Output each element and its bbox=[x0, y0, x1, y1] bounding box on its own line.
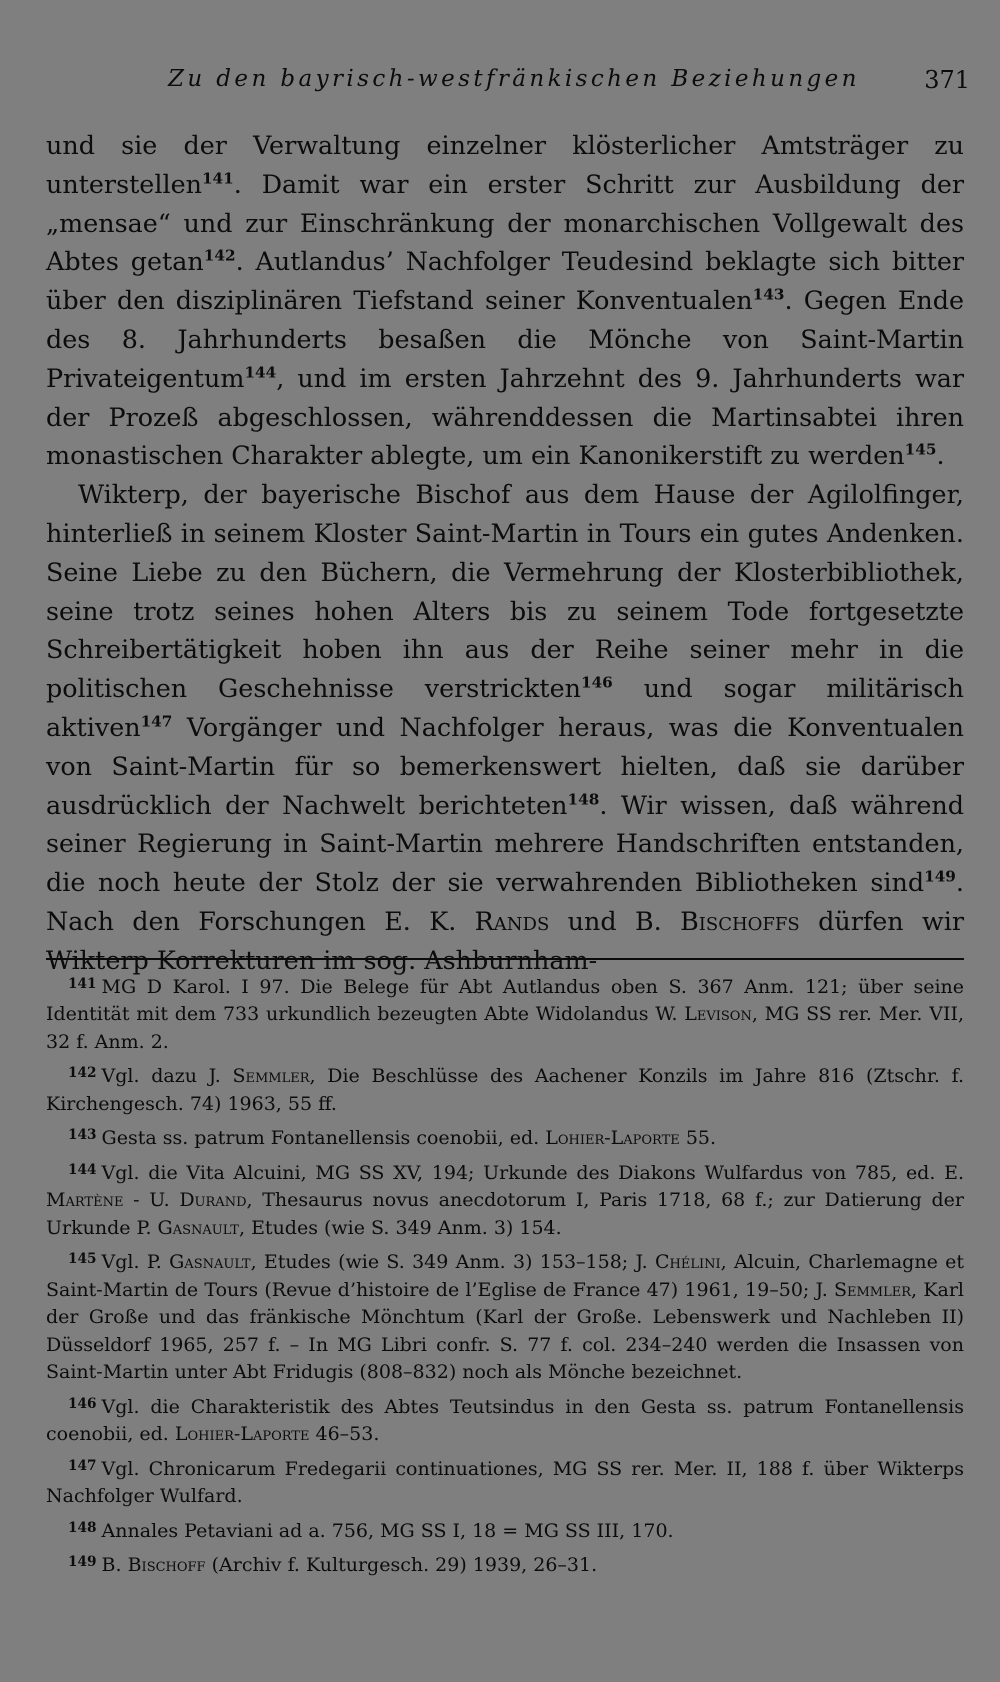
footnote-marker: 143 bbox=[752, 285, 785, 304]
footnotes bbox=[46, 971, 964, 1584]
footnote-number: 143 bbox=[68, 1127, 97, 1144]
author-name: Levison bbox=[684, 1003, 752, 1026]
footnote-separator bbox=[46, 958, 964, 960]
footnote-number: 141 bbox=[68, 976, 97, 992]
text-run: , Etudes (wie S. 349 Anm. 3) 154. bbox=[238, 1216, 562, 1239]
text-run: . Gegen Ende des 8. Jahrhunderts besaßen die Mönche von Saint-Martin Privateigentum bbox=[46, 285, 964, 393]
author-name: Gasnault bbox=[169, 1251, 251, 1274]
footnote-number: 146 bbox=[68, 1395, 97, 1412]
text-run: (Archiv f. Kulturgesch. 29) 1939, 26–31. bbox=[205, 1554, 598, 1577]
text-run: Vorgänger und Nachfolger heraus, was die Konventualen von Saint-Martin für so bemerkenswert hielten, daß sie darüber ausdrücklich der Nachwelt berichteten bbox=[46, 711, 964, 820]
text-run: Vgl. Chronicarum Fredegarii continuationes, MG SS rer. Mer. II, 188 f. über Wikterps Nachfolger Wulfard. bbox=[46, 1457, 964, 1508]
footnote bbox=[46, 1453, 964, 1511]
paragraph bbox=[46, 475, 964, 979]
text-run: und sie der Verwaltung einzelner klösterlicher Amtsträger zu unterstellen bbox=[46, 130, 964, 199]
author-name: Bischoff bbox=[127, 1554, 206, 1577]
footnote bbox=[46, 1157, 964, 1242]
footnote-number: 149 bbox=[68, 1554, 97, 1571]
text-run: 46–53. bbox=[309, 1423, 380, 1446]
footnote-number: 145 bbox=[68, 1251, 97, 1268]
text-run: B. bbox=[101, 1554, 128, 1577]
text-run: , Etudes (wie S. 349 Anm. 3) 153–158; J. bbox=[250, 1251, 655, 1274]
text-run: Vgl. die Vita Alcuini, MG SS XV, 194; Urkunde des Diakons Wulfardus von 785, ed. E. bbox=[101, 1161, 964, 1184]
author-name: Gasnault bbox=[157, 1216, 239, 1239]
author-name: Lohier-Laporte bbox=[545, 1127, 680, 1150]
author-name: Martène bbox=[46, 1189, 124, 1212]
text-run: . Damit war ein erster Schritt zur Ausbildung der „mensae“ und zur Einschränkung der monarchischen Vollgewalt des Abtes getan bbox=[46, 168, 964, 277]
footnote-marker: 146 bbox=[580, 673, 613, 692]
text-run: dürfen wir Wikterp Korrekturen im sog. Ashburnham- bbox=[46, 905, 965, 975]
footnote-marker: 149 bbox=[924, 867, 956, 886]
footnote bbox=[46, 1246, 964, 1386]
author-name: Semmler bbox=[232, 1065, 310, 1088]
footnote-number: 142 bbox=[68, 1065, 97, 1082]
footnote-number: 147 bbox=[68, 1457, 97, 1474]
text-run: Gesta ss. patrum Fontanellensis coenobii, ed. bbox=[101, 1127, 546, 1150]
text-run: , und im ersten Jahrzehnt des 9. Jahrhunderts war der Prozeß abgeschlossen, währenddessen die Martinsabtei ihren monastischen Charakter ablegte, um ein Kanonikerstift zu werden bbox=[46, 362, 964, 471]
text-run: , Die Beschlüsse des Aachener Konzils im Jahre 816 (Ztschr. f. Kirchengesch. 74) 1963, 55 ff. bbox=[46, 1065, 964, 1115]
text-run: Vgl. P. bbox=[101, 1251, 170, 1274]
text-run: , MG SS rer. Mer. VII, 32 f. Anm. 2. bbox=[46, 1003, 964, 1053]
running-title: Zu den bayrisch-westfränkischen Beziehungen bbox=[168, 66, 860, 92]
text-run: . bbox=[936, 440, 945, 471]
author-name: Lohier-Laporte bbox=[174, 1423, 310, 1446]
text-run: , Karl der Große und das fränkische Mönchtum (Karl der Große. Lebenswerk und Nachleben II) Düsseldorf 1965, 257 f. – In MG Libri confr. S. 77 f. col. 234–240 werden die Insassen von Saint-Martin unter Abt Fridugis (808–832) noch als Mönche bezeichnet. bbox=[46, 1278, 964, 1384]
footnote-number: 148 bbox=[68, 1519, 97, 1536]
author-name: Durand bbox=[179, 1189, 247, 1212]
text-run: , Alcuin, Charlemagne et Saint-Martin de Tours (Revue d’histoire de l’Eglise de France 47) 1961, 19–50; J. bbox=[46, 1251, 965, 1301]
author-name: Bischoffs bbox=[680, 905, 800, 936]
footnote-marker: 145 bbox=[904, 440, 937, 459]
footnote-marker: 147 bbox=[140, 712, 173, 731]
paragraph bbox=[46, 126, 964, 475]
footnote bbox=[46, 971, 964, 1056]
text-run: , Thesaurus novus anecdotorum I, Paris 1718, 68 f.; zur Datierung der Urkunde P. bbox=[46, 1189, 964, 1239]
text-run: - U. bbox=[123, 1189, 180, 1212]
page-number: 371 bbox=[924, 66, 970, 94]
footnote-marker: 141 bbox=[201, 169, 234, 188]
text-run: . Autlandus’ Nachfolger Teudesind beklagte sich bitter über den disziplinären Tiefstand seiner Konventualen bbox=[46, 246, 964, 316]
text-run: 55. bbox=[679, 1127, 717, 1150]
footnote bbox=[46, 1060, 964, 1118]
text-run: und B. bbox=[549, 905, 681, 936]
author-name: Rands bbox=[474, 905, 550, 936]
footnote-marker: 142 bbox=[203, 246, 236, 265]
text-run: MG D Karol. I 97. Die Belege für Abt Autlandus oben S. 367 Anm. 121; über seine Identität mit dem 733 urkundlich bezeugten Abte Widolandus W. bbox=[46, 975, 964, 1026]
text-run: Annales Petaviani ad a. 756, MG SS I, 18 = MG SS III, 170. bbox=[101, 1519, 674, 1542]
footnote bbox=[46, 1391, 964, 1449]
footnote-number: 144 bbox=[68, 1161, 97, 1178]
author-name: Semmler bbox=[833, 1278, 912, 1301]
author-name: Chélini bbox=[655, 1251, 721, 1274]
main-text bbox=[46, 126, 964, 980]
text-run: . Wir wissen, daß während seiner Regierung in Saint-Martin mehrere Handschriften entstanden, die noch heute der Stolz der sie verwahrenden Bibliotheken sind bbox=[46, 789, 964, 898]
text-run: und sogar militärisch aktiven bbox=[46, 673, 964, 742]
footnote bbox=[46, 1515, 964, 1545]
text-run: Wikterp, der bayerische Bischof aus dem Hause der Agilolfinger, hinterließ in seinem Kloster Saint-Martin in Tours ein gutes Andenken. Seine Liebe zu den Büchern, die Vermehrung der Klosterbibliothek, seine trotz seines hohen Alters bis zu seinem Tode fortgesetzte Schreibertätigkeit hoben ihn aus der Reihe seiner mehr in die politischen Geschehnisse verstrickten bbox=[46, 479, 964, 704]
footnote-marker: 148 bbox=[567, 790, 600, 809]
text-run: Vgl. die Charakteristik des Abtes Teutsindus in den Gesta ss. patrum Fontanellensis coenobii, ed. bbox=[46, 1395, 964, 1446]
footnote-marker: 144 bbox=[244, 363, 277, 382]
text-run: . Nach den Forschungen E. K. bbox=[46, 867, 964, 936]
text-run: Vgl. dazu J. bbox=[101, 1065, 233, 1088]
page-header bbox=[48, 66, 970, 100]
footnote bbox=[46, 1549, 964, 1579]
footnote bbox=[46, 1122, 964, 1152]
